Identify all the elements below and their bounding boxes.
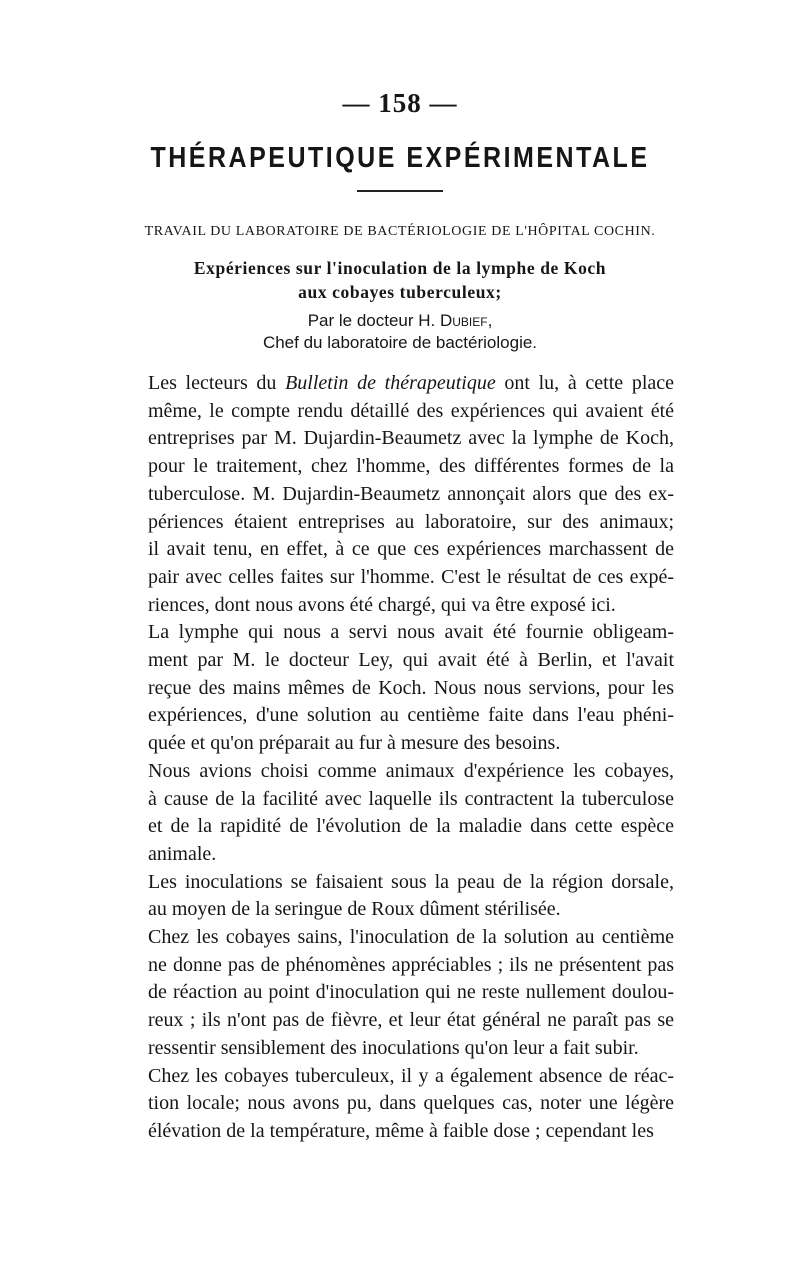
text-line: pair avec celles faites sur l'homme. C'est le résultat de ces expé- (148, 565, 674, 588)
text-line: même, le compte rendu détaillé des expériences qui avaient été (148, 399, 674, 422)
text-line: ne donne pas de phénomènes appréciables ; ils ne présentent pas (148, 953, 674, 976)
byline (0, 310, 800, 354)
byline-author: Dubief, (439, 311, 493, 330)
byline-role: Chef du laboratoire de bactériologie. (262, 333, 538, 352)
lab-heading: TRAVAIL DU LABORATOIRE DE BACTÉRIOLOGIE DE L'HÔPITAL COCHIN. (144, 224, 656, 239)
text-line: pour le traitement, chez l'homme, des différentes formes de la (148, 455, 674, 478)
title-rule (357, 190, 443, 192)
text-line: tuberculose. M. Dujardin-Beaumetz annonçait alors que des ex- (148, 482, 674, 505)
text-line: Nous avions choisi comme animaux d'expérience les cobayes, (148, 759, 674, 782)
text-run: Les lecteurs du (148, 372, 286, 394)
text-line (148, 370, 674, 398)
article-title (0, 256, 800, 304)
section-title: THÉRAPEUTIQUE EXPÉRIMENTALE (150, 141, 650, 175)
article-title-line-1: Expériences sur l'inoculation de la lymphe de Koch (193, 258, 607, 278)
text-line: à cause de la facilité avec laquelle ils contractent la tuberculose (148, 787, 674, 810)
text-line: Chez les cobayes tuberculeux, il y a également absence de réac- (148, 1064, 674, 1087)
paragraph (148, 869, 674, 924)
text-line: Les inoculations se faisaient sous la peau de la région dorsale, (148, 870, 674, 893)
text-line: au moyen de la seringue de Roux dûment stérilisée. (148, 898, 561, 921)
text-run: ont lu, à cette place (495, 372, 674, 394)
paragraph (148, 370, 674, 619)
text-line: et de la rapidité de l'évolution de la maladie dans cette espèce (148, 815, 674, 838)
text-line: reux ; ils n'ont pas de fièvre, et leur état général ne paraît pas se (148, 1009, 674, 1032)
text-line: animale. (148, 842, 217, 865)
text-line: expériences, d'une solution au centième faite dans l'eau phéni- (148, 704, 674, 727)
text-line: ressentir sensiblement des inoculations qu'on leur a fait subir. (148, 1036, 639, 1059)
text-line: quée et qu'on préparait au fur à mesure des besoins. (148, 732, 561, 755)
paragraph (148, 924, 674, 1063)
text-line: riences, dont nous avons été chargé, qui va être exposé ici. (148, 593, 616, 616)
byline-author-line (0, 310, 800, 332)
text-line: Chez les cobayes sains, l'inoculation de la solution au centième (148, 926, 674, 949)
journal-title-italic: Bulletin de thérapeutique (285, 372, 496, 394)
text-line: élévation de la température, même à faible dose ; cependant les (148, 1119, 654, 1142)
text-line: ment par M. le docteur Ley, qui avait été à Berlin, et l'avait (148, 649, 674, 672)
byline-prefix: Par le docteur H. (307, 311, 440, 330)
text-line: il avait tenu, en effet, à ce que ces expériences marchassent de (148, 538, 674, 561)
paragraph (148, 1063, 674, 1146)
text-line: de réaction au point d'inoculation qui ne reste nullement doulou- (148, 981, 674, 1004)
page-number: — 158 — (342, 88, 458, 118)
paragraph (148, 619, 674, 758)
text-line: La lymphe qui nous a servi nous avait été fournie obligeam- (148, 621, 674, 644)
text-line: périences étaient entreprises au laboratoire, sur des animaux; (148, 510, 674, 533)
article-body (148, 370, 674, 1146)
text-line: tion locale; nous avons pu, dans quelques cas, noter une légère (148, 1092, 674, 1115)
article-title-line-2: aux cobayes tuberculeux; (298, 282, 502, 302)
paragraph (148, 758, 674, 869)
text-line: reçue des mains mêmes de Koch. Nous nous servions, pour les (148, 676, 674, 699)
text-line: entreprises par M. Dujardin-Beaumetz avec la lymphe de Koch, (148, 427, 674, 450)
